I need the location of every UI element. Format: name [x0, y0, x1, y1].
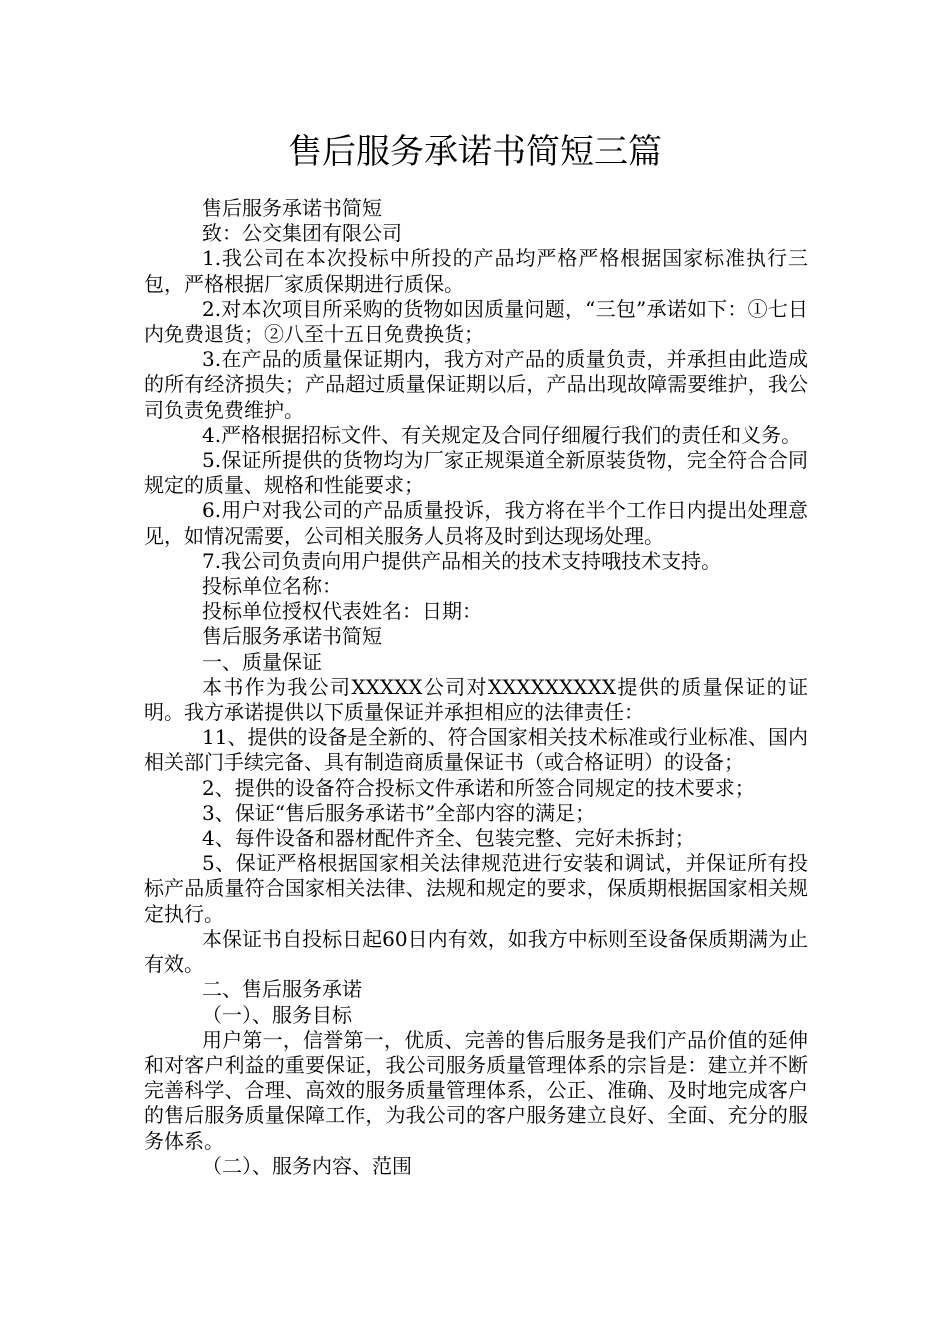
paragraph: 4、每件设备和器材配件齐全、包装完整、完好未拆封； [202, 826, 695, 851]
paragraph: 2、提供的设备符合投标文件承诺和所签合同规定的技术要求； [202, 775, 755, 800]
paragraph: 投标单位授权代表姓名：日期： [202, 599, 482, 624]
paragraph: 7.我公司负责向用户提供产品相关的技术支持哦技术支持。 [202, 548, 722, 573]
paragraph: 11、提供的设备是全新的、符合国家相关技术标准或行业标准、国内相关部门手续完备、具有制造商质量保证书（或合格证明）的设备； [144, 725, 808, 775]
paragraph: 3.在产品的质量保证期内，我方对产品的质量负责，并承担由此造成的所有经济损失；产品超过质量保证期以后，产品出现故障需要维护，我公司负责免费维护。 [144, 347, 808, 422]
paragraph: 本保证书自投标日起60日内有效，如我方中标则至设备保质期满为止有效。 [144, 926, 808, 977]
paragraph: 本书作为我公司XXXXX公司对XXXXXXXXX提供的质量保证的证明。我方承诺提供以下质量保证并承担相应的法律责任： [144, 674, 808, 725]
paragraph: 售后服务承诺书简短 [202, 196, 382, 220]
paragraph: 3、保证“售后服务承诺书”全部内容的满足； [202, 800, 596, 825]
document-title: 售后服务承诺书简短三篇 [288, 132, 662, 172]
paragraph: 6.用户对我公司的产品质量投诉，我方将在半个工作日内提出处理意见，如情况需要，公司相关服务人员将及时到达现场处理。 [144, 498, 808, 548]
document-body [144, 196, 808, 1179]
paragraph: 5.保证所提供的货物均为厂家正规渠道全新原装货物，完全符合合同规定的质量、规格和性能要求； [144, 448, 808, 498]
paragraph: 2.对本次项目所采购的货物如因质量问题，“三包”承诺如下：①七日内免费退货；②八至十五日免费换货； [144, 296, 808, 347]
paragraph: 二、售后服务承诺 [202, 977, 362, 1002]
paragraph: 4.严格根据招标文件、有关规定及合同仔细履行我们的责任和义务。 [202, 422, 802, 447]
paragraph: 5、保证严格根据国家相关法律规范进行安装和调试，并保证所有投标产品质量符合国家相关法律、法规和规定的要求，保质期根据国家相关规定执行。 [144, 851, 808, 926]
paragraph: （一）、服务目标 [202, 1002, 352, 1027]
paragraph: （二）、服务内容、范围 [202, 1153, 412, 1178]
paragraph: 1.我公司在本次投标中所投的产品均严格严格根据国家标准执行三包，严格根据厂家质保期进行质保。 [144, 246, 808, 296]
paragraph: 一、质量保证 [202, 649, 322, 674]
paragraph: 售后服务承诺书简短 [202, 624, 382, 649]
paragraph: 用户第一，信誉第一，优质、完善的售后服务是我们产品价值的延伸和对客户利益的重要保证，我公司服务质量管理体系的宗旨是：建立并不断完善科学、合理、高效的服务质量管理体系，公正、准确、及时地完成客户的售后服务质量保障工作，为我公司的客户服务建立良好、全面、充分的服务体系。 [144, 1027, 808, 1153]
paragraph: 致：公交集团有限公司 [202, 221, 402, 246]
paragraph: 投标单位名称： [202, 574, 342, 599]
